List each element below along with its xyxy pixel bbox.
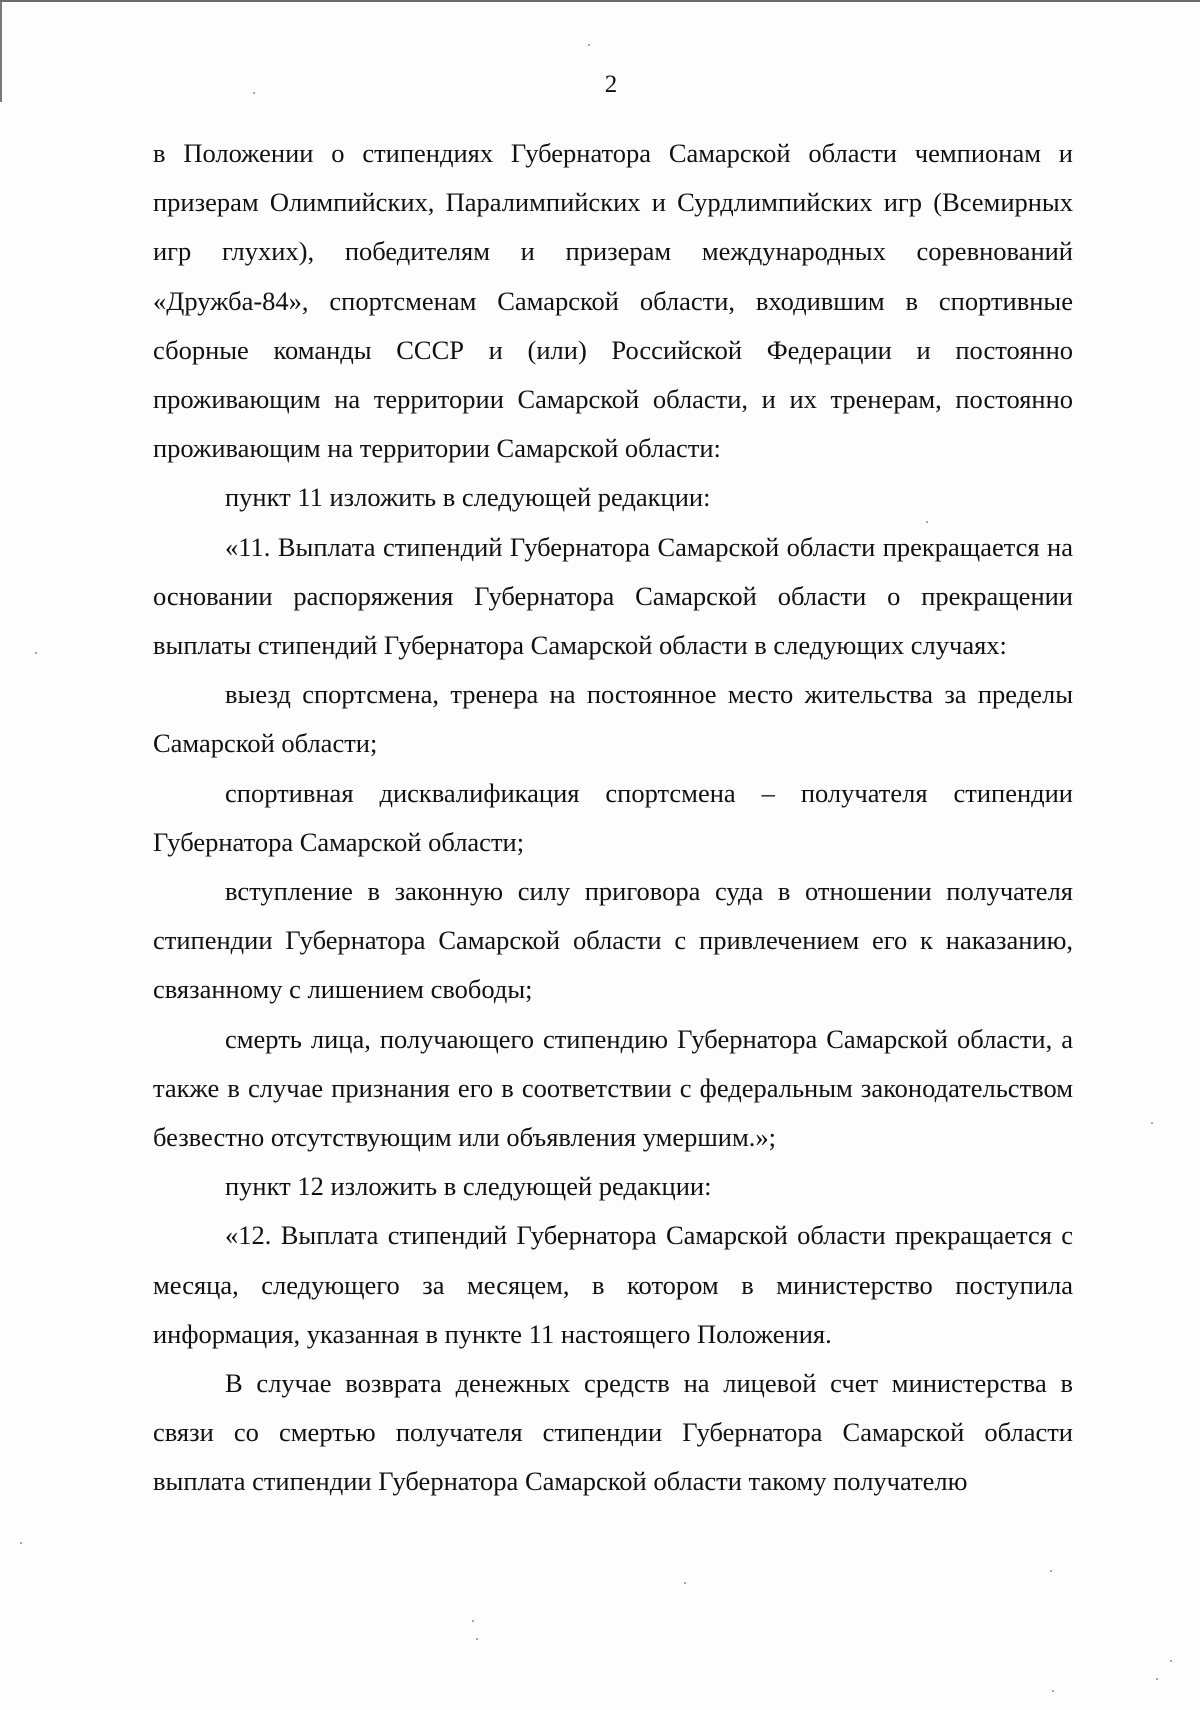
scan-speck bbox=[253, 92, 255, 94]
scan-speck bbox=[476, 1638, 478, 1640]
scan-speck bbox=[20, 1542, 22, 1544]
document-body bbox=[153, 129, 1073, 1507]
paragraph-refund-case: В случае возврата денежных средств на лицевой счет министерства в связи со смертью получателя стипендии Губернатора Самарской области выплата стипендии Губернатора Самарской области такому получателю bbox=[153, 1368, 1073, 1497]
paragraph-item-12-text: «12. Выплата стипендий Губернатора Самарской области прекращается с месяца, следующего за месяцем, в котором в министерство поступила информация, указанная в пункте 11 настоящего Положения. bbox=[153, 1220, 1073, 1349]
scan-speck bbox=[1170, 1660, 1172, 1662]
paragraph-item-12-intro: пункт 12 изложить в следующей редакции: bbox=[225, 1171, 712, 1202]
scan-speck bbox=[1151, 1122, 1153, 1124]
page-number: 2 bbox=[604, 71, 618, 98]
scan-speck bbox=[588, 44, 590, 46]
paragraph-item-11-text: «11. Выплата стипендий Губернатора Самарской области прекращается на основании распоряжения Губернатора Самарской области о прекращении выплаты стипендий Губернатора Самарской области в следующих случаях: bbox=[153, 531, 1073, 661]
scan-speck bbox=[472, 1620, 474, 1622]
paragraph-case-sentence: вступление в законную силу приговора суда в отношении получателя стипендии Губернатора Самарской области с привлечением его к наказанию, связанному с лишением свободы; bbox=[153, 876, 1073, 1005]
paragraph-item-11-intro: пункт 11 изложить в следующей редакции: bbox=[225, 482, 711, 513]
paragraph-case-relocation: выезд спортсмена, тренера на постоянное место жительства за пределы Самарской области; bbox=[153, 679, 1073, 759]
scan-speck bbox=[926, 521, 928, 523]
scan-speck bbox=[35, 652, 37, 654]
paragraph-case-disqualification: спортивная дисквалификация спортсмена – получателя стипендии Губернатора Самарской области; bbox=[153, 777, 1073, 857]
scan-edge-top bbox=[0, 0, 1200, 2]
scan-speck bbox=[1050, 1570, 1052, 1572]
scan-speck bbox=[684, 1582, 686, 1584]
scan-speck bbox=[1156, 1678, 1158, 1680]
paragraph-regulation-title: в Положении о стипендиях Губернатора Самарской области чемпионам и призерам Олимпийских, Паралимпийских и Сурдлимпийских игр (Всемирных игр глухих), победителям и призерам международных соревнований «Дружба-84», спортсменам Самарской области, входившим в спортивные сборные команды СССР и (или) Российской Федерации и постоянно проживающим на территории Самарской области, и их тренерам, постоянно проживающим на территории Самарской области: bbox=[153, 138, 1073, 464]
scan-speck bbox=[1052, 1690, 1054, 1692]
paragraph-case-death: смерть лица, получающего стипендию Губернатора Самарской области, а также в случае признания его в соответствии с федеральным законодательством безвестно отсутствующим или объявления умершим.»; bbox=[153, 1023, 1073, 1153]
